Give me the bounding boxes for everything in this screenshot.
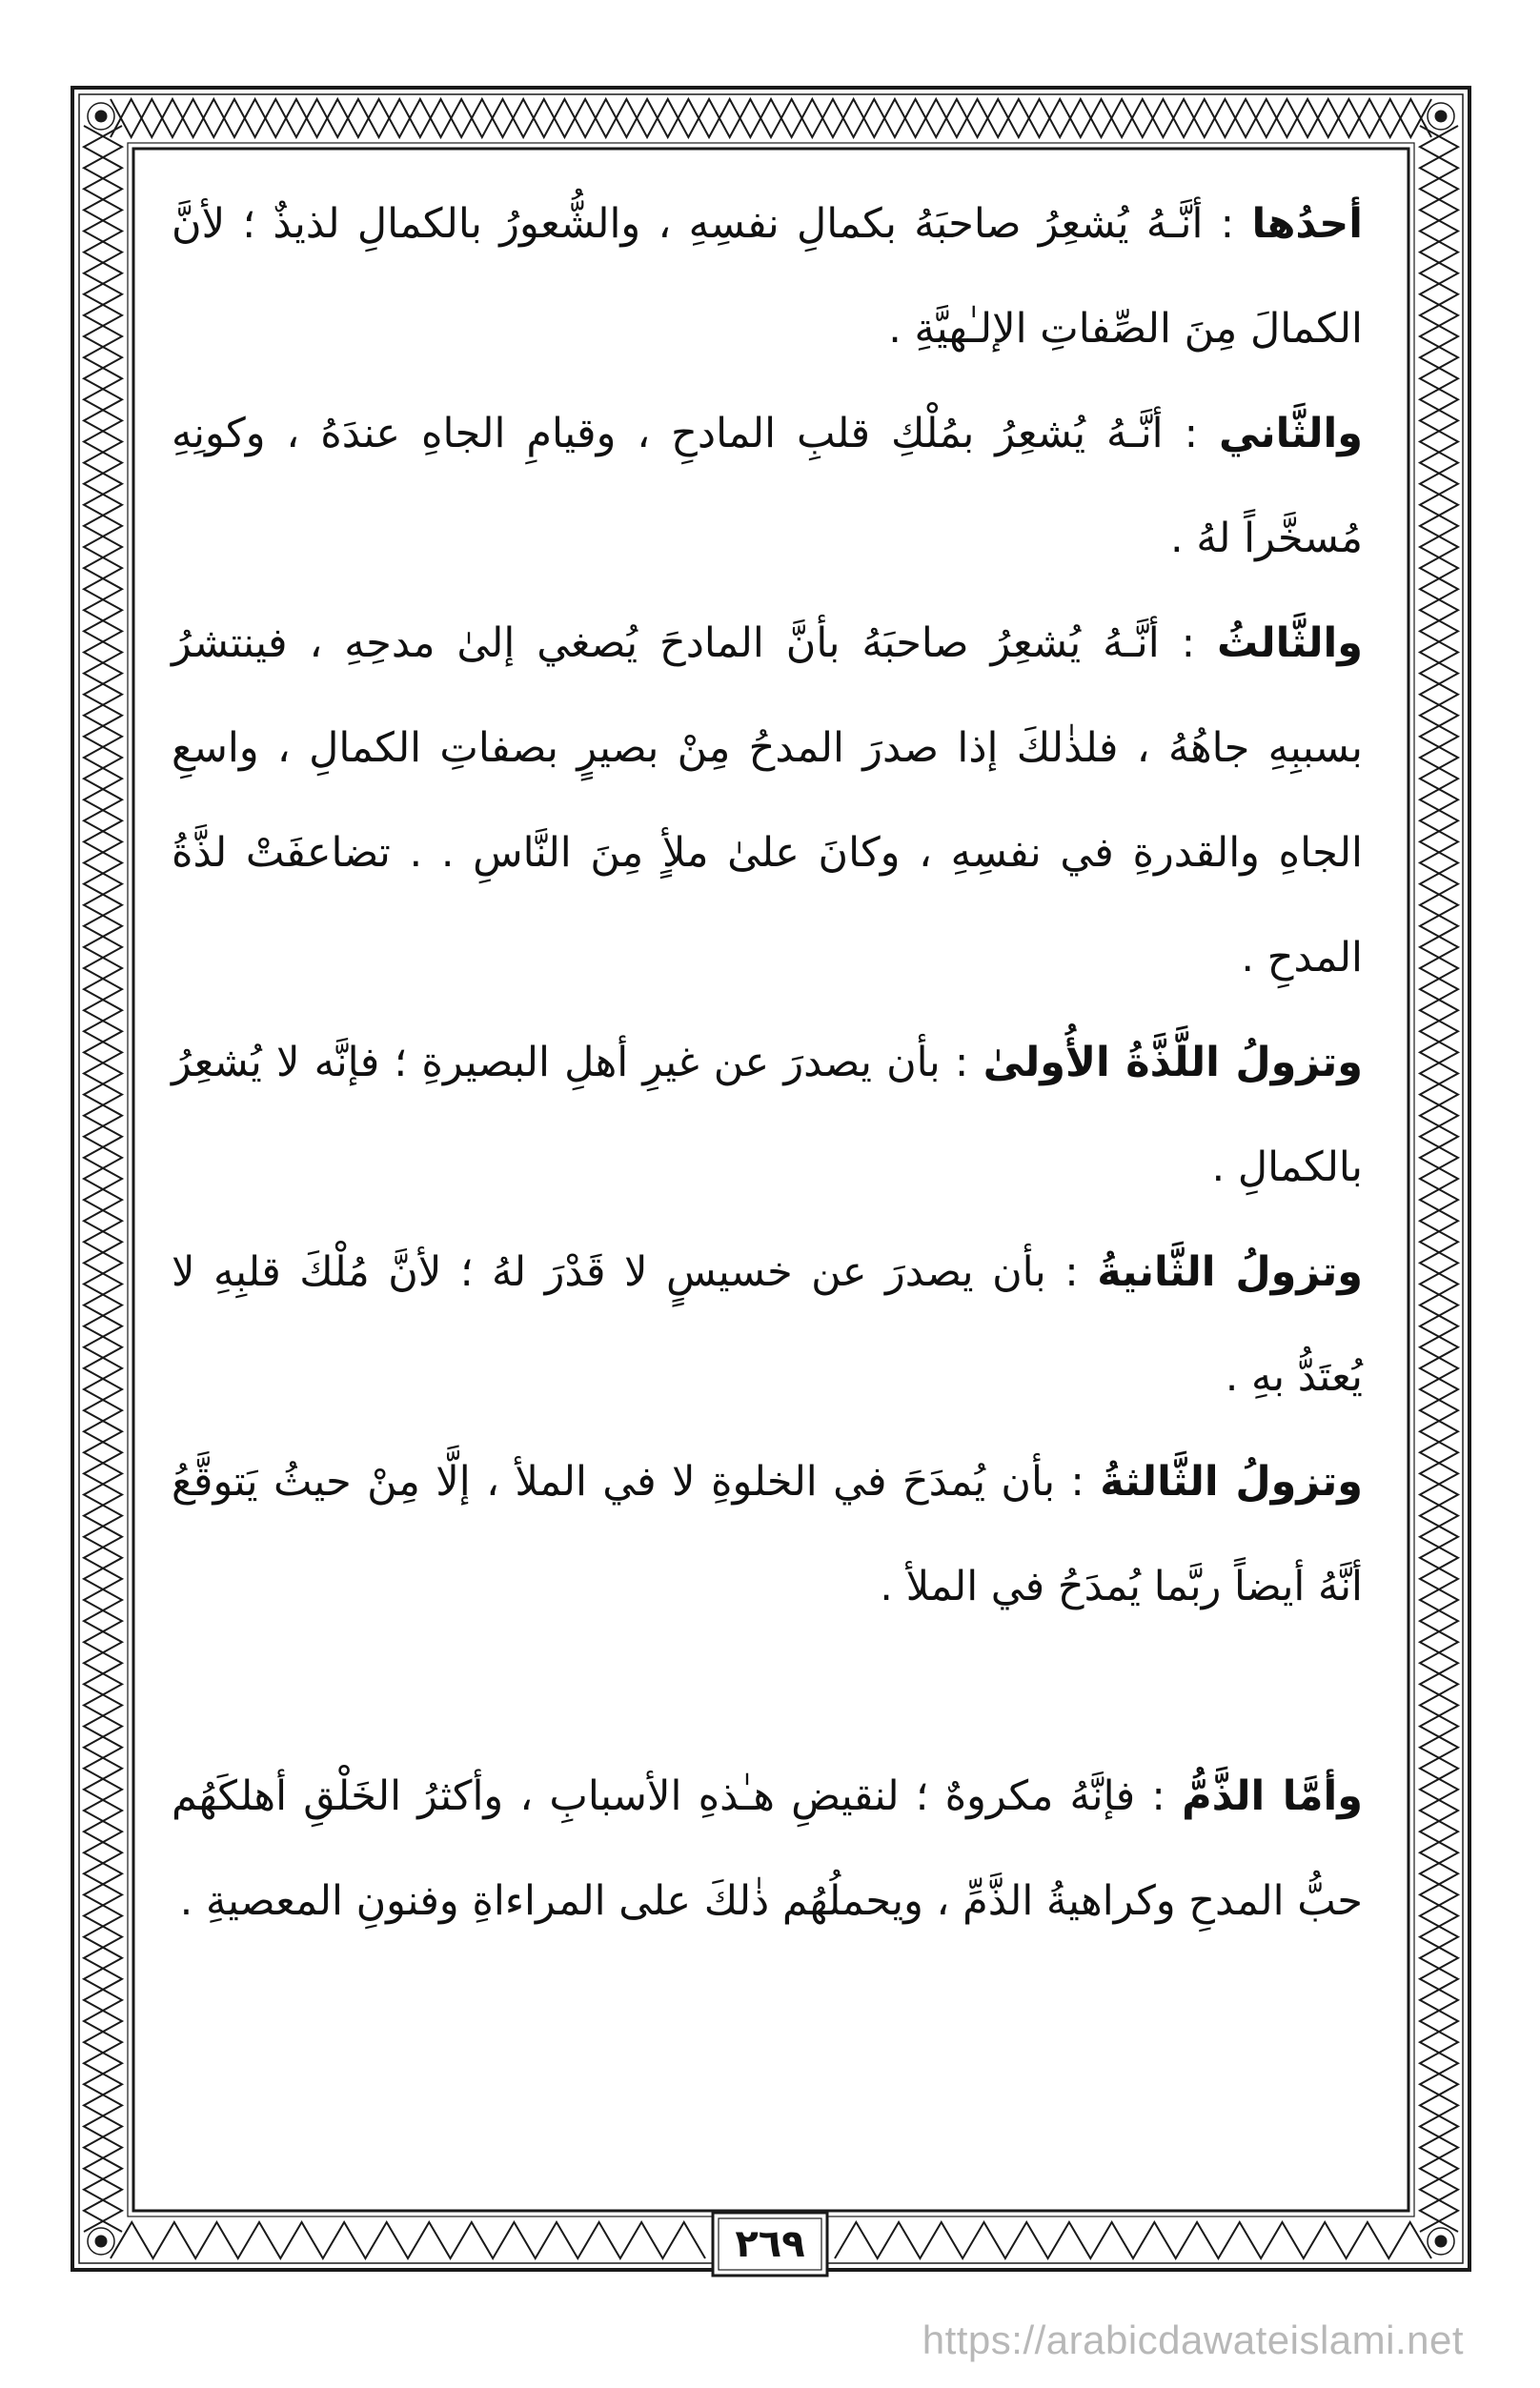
zigzag-band bbox=[835, 2222, 1431, 2258]
corner-ornament-icon bbox=[95, 111, 107, 122]
page-number: ٢٦٩ bbox=[735, 2222, 805, 2266]
zigzag-band bbox=[111, 2222, 705, 2258]
paragraph-text: : فإنَّهُ مكروهٌ ؛ لنقيضِ هـٰذهِ الأسبابِ ، وأكثرُ الخَلْقِ أهلكَهُم حبُّ المدحِ وكراهيةُ الذَّمِّ ، ويحملُهُم ذٰلكَ على المراءاةِ وفنونِ المعصيةِ . bbox=[172, 1772, 1363, 1925]
paragraph-lead: وأمَّا الذَّمُّ bbox=[1182, 1772, 1364, 1820]
paragraph-spacer bbox=[172, 1639, 1363, 1744]
paragraph-lead: والثَّالثُ bbox=[1217, 619, 1363, 667]
zigzag-band bbox=[111, 99, 1431, 137]
zigzag-band bbox=[84, 126, 122, 2232]
paragraph-blame bbox=[172, 1744, 1363, 1953]
paragraph-lead: والثَّاني bbox=[1219, 410, 1363, 457]
zigzag-band bbox=[1420, 126, 1458, 2232]
zigzag-band bbox=[1420, 126, 1458, 2232]
paragraph-third bbox=[172, 591, 1363, 1010]
paragraph-lead: وتزولُ الثَّالثةُ bbox=[1100, 1458, 1363, 1506]
paragraph-first-pleasure-removal bbox=[172, 1010, 1363, 1220]
paragraph-text: : بأن يصدرَ عن غيرِ أهلِ البصيرةِ ؛ فإنَّه لا يُشعِرُ بالكمالِ . bbox=[172, 1039, 1363, 1191]
paragraph-third-pleasure-removal bbox=[172, 1429, 1363, 1639]
paragraph-lead: وتزولُ الثَّانيةُ bbox=[1097, 1248, 1363, 1296]
paragraph-lead: أحدُها bbox=[1251, 200, 1363, 248]
paragraph-text: : بأن يُمدَحَ في الخلوةِ لا في الملأ ، إلَّا مِنْ حيثُ يَتوقَّعُ أنَّهُ أيضاً ربَّما يُمدَحُ في الملأ . bbox=[172, 1458, 1363, 1610]
paragraph-text: : أنَّـهُ يُشعِرُ بمُلْكِ قلبِ المادحِ ، وقيامِ الجاهِ عندَهُ ، وكونِهِ مُسخَّراً لهُ . bbox=[172, 410, 1363, 562]
page-body bbox=[172, 172, 1363, 1953]
watermark-url: https://arabicdawateislami.net bbox=[922, 2317, 1464, 2362]
paragraph-lead: وتزولُ اللَّذَّةُ الأُولىٰ bbox=[983, 1039, 1363, 1086]
corner-ornament-icon bbox=[1435, 111, 1447, 122]
zigzag-band bbox=[84, 126, 122, 2232]
paragraph-first bbox=[172, 172, 1363, 381]
paragraph-text: : أنَّـهُ يُشعِرُ صاحبَهُ بأنَّ المادحَ يُصغي إلىٰ مدحِهِ ، فينتشرُ بسببِهِ جاهُهُ ، فلذٰلكَ إذا صدرَ المدحُ مِنْ بصيرٍ بصفاتِ الكمالِ ، واسعِ الجاهِ والقدرةِ في نفسِهِ ، وكانَ علىٰ ملأٍ مِنَ النَّاسِ . . تضاعفَتْ لذَّةُ المدحِ . bbox=[172, 619, 1363, 982]
paragraph-second bbox=[172, 381, 1363, 591]
corner-ornament-icon bbox=[1435, 2236, 1447, 2247]
paragraph-text: : بأن يصدرَ عن خسيسٍ لا قَدْرَ لهُ ؛ لأنَّ مُلْكَ قلبِهِ لا يُعتَدُّ بهِ . bbox=[172, 1248, 1363, 1401]
corner-ornament-icon bbox=[95, 2236, 107, 2247]
paragraph-text: : أنَّـهُ يُشعِرُ صاحبَهُ بكمالِ نفسِهِ ، والشُّعورُ بالكمالِ لذيذٌ ؛ لأنَّ الكمالَ مِنَ الصِّفاتِ الإلـٰهيَّةِ . bbox=[172, 200, 1363, 353]
paragraph-second-pleasure-removal bbox=[172, 1220, 1363, 1429]
zigzag-band bbox=[111, 99, 1431, 137]
